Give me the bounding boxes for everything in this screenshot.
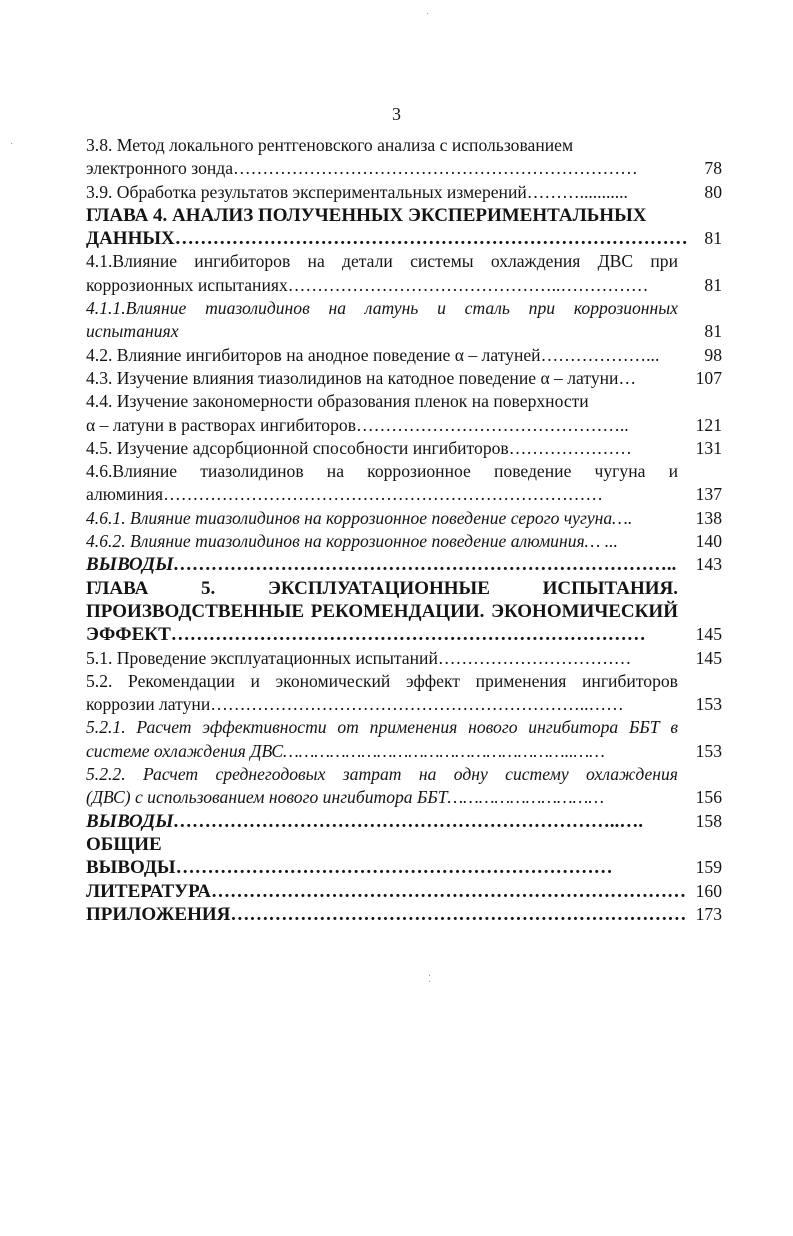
toc-entry-title-line: 4.1.Влияние ингибиторов на детали системы охлаждения ДВС при [86, 251, 678, 272]
toc-entry-title-line: ЛИТЕРАТУРА………………………………………………………………… [86, 880, 687, 902]
toc-page-number: 153 [695, 740, 722, 761]
toc-entry-title-line: 4.2. Влияние ингибиторов на анодное поведение α – латуней………………... [86, 344, 660, 365]
toc-entry [86, 297, 722, 344]
toc-entry [86, 367, 722, 390]
toc-page-number: 145 [695, 647, 722, 668]
toc-entry [86, 716, 722, 763]
toc-entry-title-line: ВЫВОДЫ……………………………………………………………..…. [86, 810, 644, 832]
toc-page-number: 158 [695, 810, 722, 831]
toc-entry-title-line: 5.2. Рекомендации и экономический эффект применения ингибиторов [86, 670, 678, 691]
toc-entry [86, 530, 722, 553]
toc-entry [86, 880, 722, 903]
toc-entry [86, 553, 722, 576]
toc-page-number: 156 [695, 787, 722, 808]
toc-entry [86, 903, 722, 926]
toc-entry-title-line: коррозионных испытаниях………………………………………..…………… [86, 274, 649, 295]
toc-entry-title-line: ПРИЛОЖЕНИЯ……………………………………………………………… [86, 903, 687, 925]
toc-entry [86, 507, 722, 530]
toc-entry-title-line: ОБЩИЕ ВЫВОДЫ…………………………………………………………… [86, 833, 613, 879]
toc-entry-title-line: 4.6.2. Влияние тиазолидинов на коррозионное поведение алюминия… ... [86, 531, 618, 552]
toc-entry-title-line: 5.2.2. Расчет среднегодовых затрат на одну систему охлаждения [86, 764, 678, 785]
toc-entry [86, 810, 722, 833]
scan-speck: · [10, 139, 14, 150]
toc-entry-title-line: системе охлаждения ДВС………………………………………………..…… [86, 740, 605, 761]
toc-page-number: 80 [704, 181, 722, 202]
toc-entry-title-line: 5.2.1. Расчет эффективности от применения нового ингибитора ББТ в [86, 717, 678, 738]
toc-page-number: 153 [695, 694, 722, 715]
scan-speck: · [426, 9, 430, 20]
toc-entry [86, 460, 722, 507]
page-number: 3 [392, 104, 401, 124]
toc-entry [86, 437, 722, 460]
toc-entry [86, 181, 722, 204]
toc-entry-title-line: 4.6.Влияние тиазолидинов на коррозионное поведение чугуна и [86, 461, 678, 482]
toc-entry-title-line: ПРОИЗВОДСТВЕННЫЕ РЕКОМЕНДАЦИИ. ЭКОНОМИЧЕСКИЙ [86, 600, 678, 622]
toc-page-number: 138 [695, 507, 722, 528]
toc-entry-title-line: ДАННЫХ……………………………………………………………………… [86, 228, 688, 250]
toc-page-number: 140 [695, 531, 722, 552]
toc-entry-title-line: 3.9. Обработка результатов экспериментальных измерений………........... [86, 181, 628, 202]
toc-entry-title-line: 4.5. Изучение адсорбционной способности ингибиторов………………… [86, 437, 632, 458]
toc-entry-title-line: ГЛАВА 4. АНАЛИЗ ПОЛУЧЕННЫХ ЭКСПЕРИМЕНТАЛЬНЫХ [86, 204, 647, 226]
toc-page-number: 159 [695, 857, 722, 878]
toc-entry-title-line: 4.1.1.Влияние тиазолидинов на латунь и сталь при коррозионных [86, 298, 678, 319]
toc-page-number: 121 [695, 414, 722, 435]
toc-entry [86, 670, 722, 717]
toc-entry-title-line: α – латуни в растворах ингибиторов……………………………………….. [86, 414, 629, 435]
toc-page-number: 131 [695, 437, 722, 458]
toc-page-number: 107 [695, 367, 722, 388]
toc-entry-title-line: испытаниях [86, 321, 179, 342]
toc-entry-title-line: 3.8. Метод локального рентгеновского анализа с использованием [86, 135, 574, 155]
toc-page-number: 143 [695, 554, 722, 575]
toc-entry-title-line: алюминия………………………………………………………………… [86, 484, 603, 505]
toc-entry [86, 390, 722, 437]
toc-entry-title-line: электронного зонда…………………………………………………………… [86, 158, 638, 179]
toc-entry-title-line: 5.1. Проведение эксплуатационных испытаний…………………………… [86, 647, 632, 668]
toc-entry-title-line: (ДВС) с использованием нового ингибитора ББТ………………………… [86, 787, 604, 808]
toc-entry-title-line: 4.6.1. Влияние тиазолидинов на коррозионное поведение серого чугуна…. [86, 507, 633, 528]
toc-entry [86, 250, 722, 297]
toc-page-number: 173 [695, 903, 722, 924]
toc-entry-title-line: коррозии латуни………………………………………………………..…… [86, 694, 624, 715]
toc-entry-title-line: 4.4. Изучение закономерности образования пленок на поверхности [86, 391, 589, 412]
toc-entry [86, 344, 722, 367]
toc-entry-title-line: 4.3. Изучение влияния тиазолидинов на катодное поведение α – латуни… [86, 367, 637, 388]
toc-page-number: 78 [704, 158, 722, 179]
toc-page-number: 81 [704, 228, 722, 249]
toc-page-number: 160 [695, 880, 722, 901]
toc-page-number: 98 [704, 344, 722, 365]
table-of-contents [86, 134, 722, 926]
toc-entry [86, 833, 722, 880]
toc-page-number: 145 [695, 624, 722, 645]
toc-entry [86, 204, 722, 251]
toc-entry [86, 134, 722, 181]
toc-page-number: 137 [695, 484, 722, 505]
scan-speck: ⁚ [428, 974, 432, 985]
toc-entry [86, 647, 722, 670]
toc-page-number: 81 [704, 321, 722, 342]
toc-page-number: 81 [704, 274, 722, 295]
toc-entry-title-line: ЭФФЕКТ………………………………………………………………… [86, 624, 646, 646]
toc-entry [86, 763, 722, 810]
toc-entry-title-line: ГЛАВА 5. ЭКСПЛУАТАЦИОННЫЕ ИСПЫТАНИЯ. [86, 577, 678, 599]
toc-entry-title-line: ВЫВОДЫ…………………………………………………………………….. [86, 554, 678, 576]
toc-entry [86, 577, 722, 647]
